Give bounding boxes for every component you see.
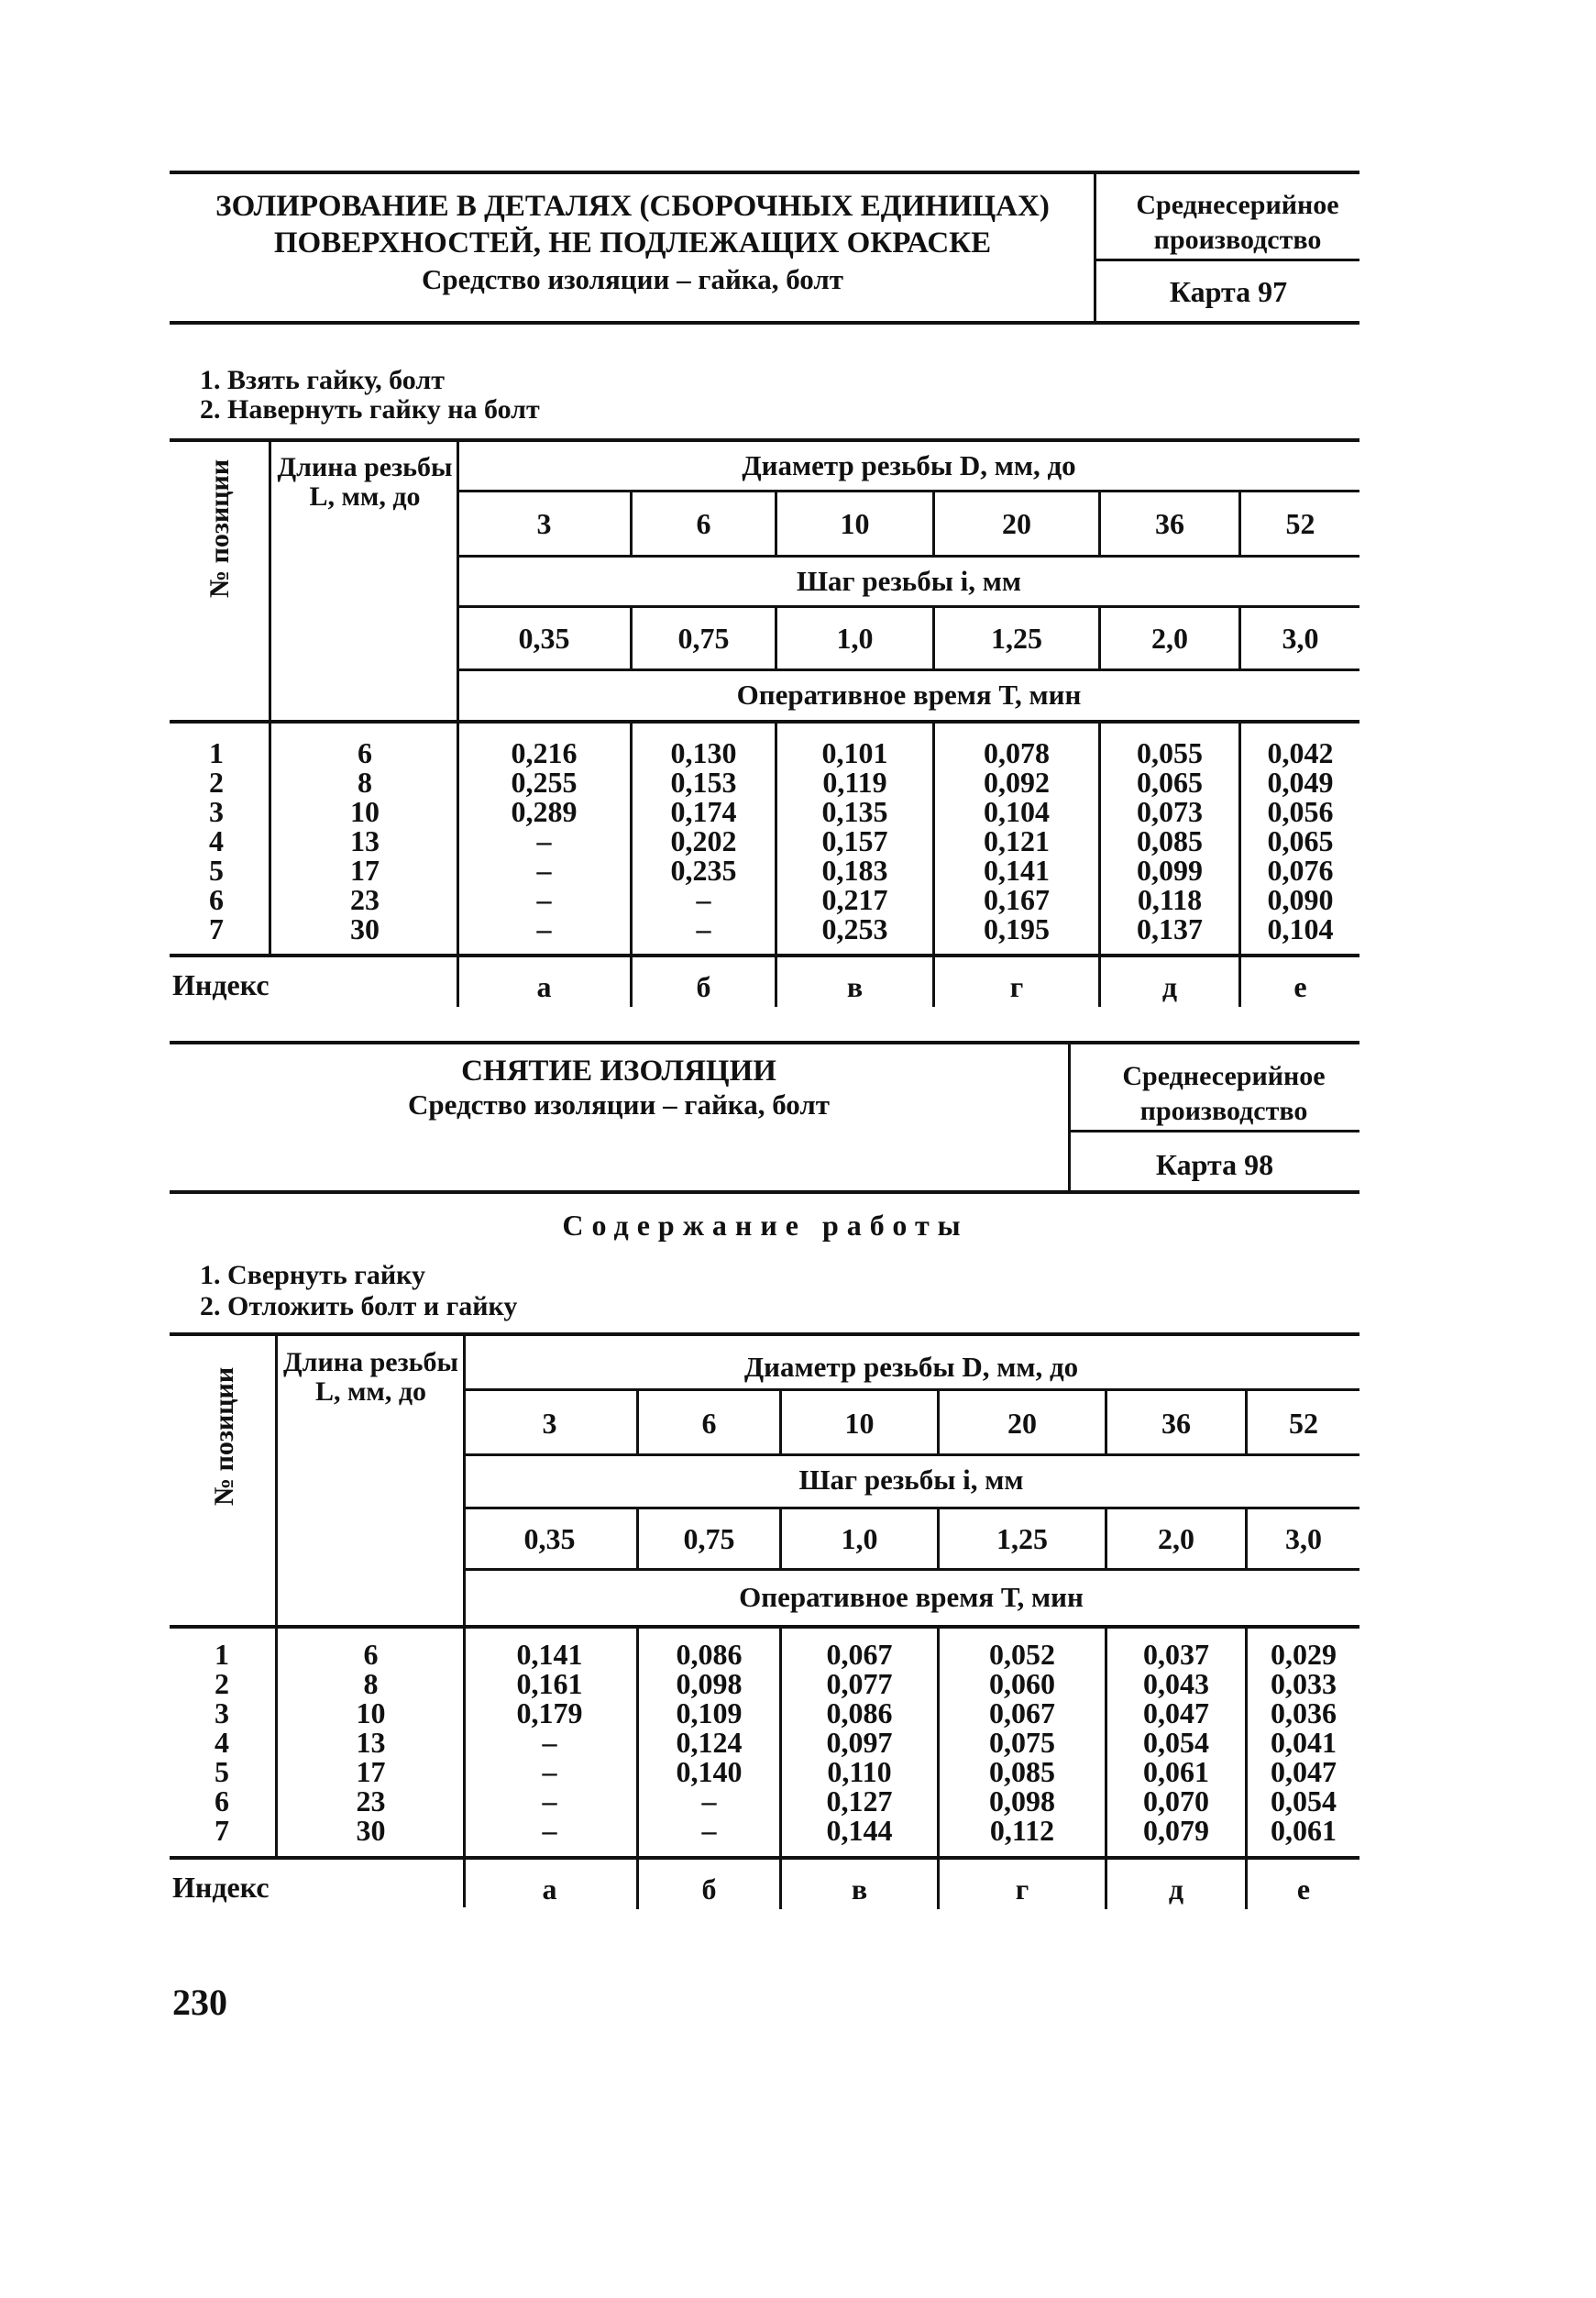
card97-diameter-6: 6 — [696, 507, 711, 540]
card98-diameter-10: 10 — [844, 1407, 875, 1440]
card98-time-header: Оперативное время Т, мин — [739, 1581, 1084, 1613]
card97-index-a: а — [536, 970, 552, 1003]
page-number: 230 — [172, 1982, 227, 2023]
card97-diameter-36: 36 — [1155, 507, 1184, 540]
card97-index-label: Индекс — [172, 968, 270, 1001]
card98-col-52: 0,029 0,033 0,036 0,041 0,047 0,054 0,061 — [1271, 1638, 1337, 1847]
card98-col-20: 0,052 0,060 0,067 0,075 0,085 0,098 0,112 — [989, 1638, 1055, 1847]
card97-pitch-20: 2,0 — [1151, 622, 1188, 655]
card97-index-d: д — [1161, 970, 1178, 1003]
card98-production: Среднесерийное производство — [1122, 1061, 1326, 1126]
card98-index-label: Индекс — [172, 1871, 270, 1904]
card97-lengths: 6 8 10 13 17 23 30 — [350, 736, 380, 945]
card98-pitch-20: 2,0 — [1158, 1522, 1194, 1555]
card98-pitch-125: 1,25 — [996, 1522, 1048, 1555]
card98-step-1: 1. Свернуть гайку — [200, 1260, 426, 1290]
card97-pitch-035: 0,35 — [518, 622, 570, 655]
card98-subtitle: Средство изоляции – гайка, болт — [407, 1088, 831, 1121]
card97-pitch-header: Шаг резьбы i, мм — [796, 565, 1022, 597]
card97-step-2: 2. Навернуть гайку на болт — [200, 394, 540, 425]
card97-diameter-10: 10 — [840, 507, 870, 540]
card97-step-1: 1. Взять гайку, болт — [200, 365, 445, 395]
card97-col-20: 0,078 0,092 0,104 0,121 0,141 0,167 0,195 — [984, 736, 1050, 945]
card98-title: СНЯТИЕ ИЗОЛЯЦИИ — [461, 1055, 776, 1088]
card98-col-3: 0,141 0,161 0,179 – – – – — [516, 1638, 583, 1847]
card97-time-header: Оперативное время Т, мин — [736, 679, 1082, 711]
card98-index-g: г — [1015, 1873, 1029, 1906]
card97-diameter-20: 20 — [1002, 507, 1031, 540]
card97-diameter-3: 3 — [536, 507, 552, 540]
card97-length-header: Длина резьбы L, мм, до — [277, 452, 453, 512]
card98-pitch-30: 3,0 — [1285, 1522, 1322, 1555]
card97-index-b: б — [696, 970, 711, 1003]
card98-work-content: Содержание работы — [562, 1209, 969, 1242]
card98-index-d: д — [1168, 1873, 1184, 1906]
card98-card-label: Карта 98 — [1155, 1148, 1274, 1181]
card97-col-6: 0,130 0,153 0,174 0,202 0,235 – – — [670, 736, 737, 945]
card98-diameter-header: Диаметр резьбы D, мм, до — [743, 1351, 1079, 1383]
card97-card-label: Карта 97 — [1169, 275, 1288, 308]
card97-index-v: в — [846, 970, 864, 1003]
card97-index-e: е — [1293, 970, 1307, 1003]
card98-index-b: б — [701, 1873, 717, 1906]
card98-index-a: а — [542, 1873, 557, 1906]
card98-pitch-10: 1,0 — [841, 1522, 878, 1555]
card98-diameter-36: 36 — [1161, 1407, 1191, 1440]
card98-positions: 1 2 3 4 5 6 7 — [215, 1638, 229, 1847]
card97-diameter-header: Диаметр резьбы D, мм, до — [742, 449, 1076, 481]
card98-pitch-header: Шаг резьбы i, мм — [798, 1464, 1024, 1496]
card98-step-2: 2. Отложить болт и гайку — [200, 1291, 518, 1321]
card97-col-3: 0,216 0,255 0,289 – – – – — [511, 736, 578, 945]
card98-pos-header: № позиции — [209, 1366, 239, 1506]
card97-pitch-075: 0,75 — [677, 622, 730, 655]
card98-index-e: е — [1296, 1873, 1311, 1906]
card97-pos-header: № позиции — [204, 458, 235, 598]
card97-pitch-30: 3,0 — [1282, 622, 1319, 655]
card97-subtitle: Средство изоляции – гайка, болт — [421, 263, 844, 295]
card97-positions: 1 2 3 4 5 6 7 — [209, 736, 224, 945]
card97-pitch-10: 1,0 — [836, 622, 874, 655]
card97-col-52: 0,042 0,049 0,056 0,065 0,076 0,090 0,104 — [1267, 736, 1334, 945]
card97-pitch-125: 1,25 — [991, 622, 1042, 655]
card98-diameter-20: 20 — [1007, 1407, 1037, 1440]
card97-diameter-52: 52 — [1285, 507, 1315, 540]
card98-diameter-52: 52 — [1289, 1407, 1318, 1440]
card98-pitch-035: 0,35 — [523, 1522, 576, 1555]
card98-col-6: 0,086 0,098 0,109 0,124 0,140 – – — [676, 1638, 743, 1847]
card97-title-line1: ЗОЛИРОВАНИЕ В ДЕТАЛЯХ (СБОРОЧНЫХ ЕДИНИЦАХ) — [215, 190, 1050, 223]
card97-index-g: г — [1009, 970, 1024, 1003]
card97-production: Среднесерийное производство — [1136, 190, 1339, 255]
card97-col-36: 0,055 0,065 0,073 0,085 0,099 0,118 0,137 — [1137, 736, 1203, 945]
card98-index-v: в — [851, 1873, 868, 1906]
card98-col-36: 0,037 0,043 0,047 0,054 0,061 0,070 0,079 — [1143, 1638, 1209, 1847]
card98-diameter-3: 3 — [542, 1407, 557, 1440]
card98-length-header: Длина резьбы L, мм, до — [283, 1347, 458, 1407]
card98-pitch-075: 0,75 — [683, 1522, 735, 1555]
card98-col-10: 0,067 0,077 0,086 0,097 0,110 0,127 0,144 — [826, 1638, 893, 1847]
card98-diameter-6: 6 — [701, 1407, 717, 1440]
card98-lengths: 6 8 10 13 17 23 30 — [356, 1638, 386, 1847]
card97-title-line2: ПОВЕРХНОСТЕЙ, НЕ ПОДЛЕЖАЩИХ ОКРАСКЕ — [273, 226, 992, 260]
card97-col-10: 0,101 0,119 0,135 0,157 0,183 0,217 0,253 — [821, 736, 888, 945]
